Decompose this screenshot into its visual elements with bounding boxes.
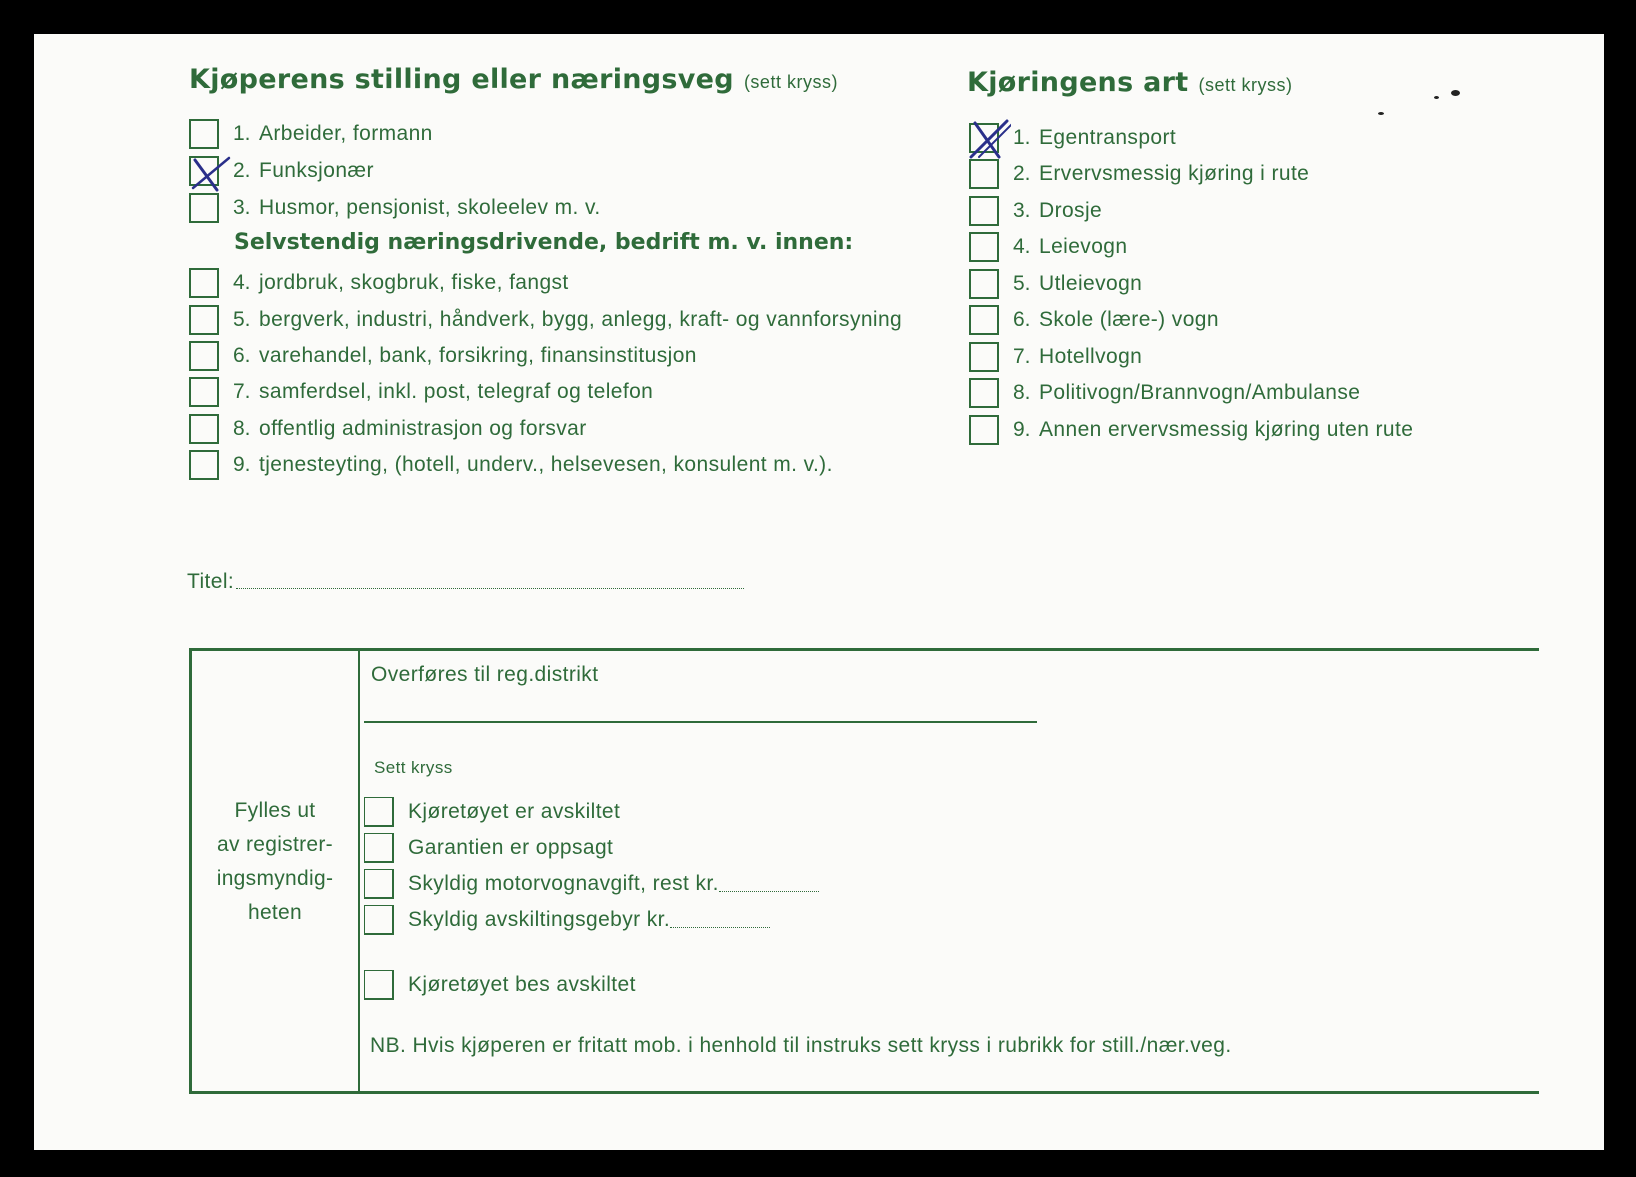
option-number: 8. [233, 417, 251, 440]
checkbox-garantien[interactable] [364, 833, 394, 863]
checkbox-politivogn[interactable] [969, 378, 999, 408]
title-label: Titel: [187, 570, 235, 593]
option-label: Annen ervervsmessig kjøring uten rute [1039, 418, 1414, 441]
checkbox-offentlig[interactable] [189, 414, 219, 444]
checkbox-skolevogn[interactable] [969, 305, 999, 335]
option-number: 3. [1013, 199, 1031, 222]
option-label: Skole (lære-) vogn [1039, 308, 1219, 331]
option-label: Leievogn [1039, 235, 1128, 258]
option-number: 4. [233, 271, 251, 294]
option-number: 7. [233, 380, 251, 403]
option-number: 5. [1013, 272, 1031, 295]
option-label: Husmor, pensjonist, skoleelev m. v. [259, 196, 601, 219]
sett-kryss-label: Sett kryss [374, 758, 453, 777]
pen-cross-mark [187, 150, 231, 194]
option-number: 3. [233, 196, 251, 219]
checkbox-avskiltet[interactable] [364, 797, 394, 827]
check-label: Skyldig avskiltingsgebyr kr. [408, 908, 671, 931]
left-option-7[interactable] [189, 376, 653, 408]
option-label: jordbruk, skogbruk, fiske, fangst [259, 271, 569, 294]
registry-check-3[interactable] [364, 868, 819, 900]
checkbox-bes-avskiltet[interactable] [364, 970, 394, 1000]
option-label: Hotellvogn [1039, 345, 1143, 368]
option-label: tjenesteyting, (hotell, underv., helsevesen, konsulent m. v.). [259, 453, 833, 476]
option-label: Ervervsmessig kjøring i rute [1039, 162, 1310, 185]
right-title-note: (sett kryss) [1198, 75, 1293, 95]
left-option-5[interactable] [189, 304, 902, 336]
pen-cross-mark [967, 117, 1011, 161]
right-option-7[interactable] [969, 341, 1142, 373]
side-line: av registrer- [217, 833, 333, 856]
left-option-8[interactable] [189, 413, 587, 445]
transfer-district-line[interactable] [364, 721, 1037, 723]
left-option-2[interactable] [189, 155, 374, 187]
checkbox-arbeider[interactable] [189, 119, 219, 149]
checkbox-egentransport[interactable] [969, 123, 999, 153]
option-number: 9. [233, 453, 251, 476]
option-number: 4. [1013, 235, 1031, 258]
ink-speck [1378, 112, 1384, 115]
left-title-note: (sett kryss) [743, 72, 838, 92]
option-number: 6. [1013, 308, 1031, 331]
check-label: Skyldig motorvognavgift, rest kr. [408, 872, 719, 895]
box-bottom-border [189, 1091, 1539, 1094]
option-number: 5. [233, 308, 251, 331]
left-option-4[interactable] [189, 267, 569, 299]
option-label: bergverk, industri, håndverk, bygg, anlegg, kraft- og vannforsyning [259, 308, 903, 331]
option-number: 2. [1013, 162, 1031, 185]
ink-speck [1451, 90, 1460, 96]
right-option-8[interactable] [969, 377, 1360, 409]
left-option-1[interactable] [189, 118, 433, 150]
checkbox-drosje[interactable] [969, 196, 999, 226]
side-line: ingsmyndig- [216, 867, 334, 890]
option-label: varehandel, bank, forsikring, finansinstitusjon [259, 344, 697, 367]
option-label: Funksjonær [259, 159, 374, 182]
option-number: 2. [233, 159, 251, 182]
checkbox-samferdsel[interactable] [189, 377, 219, 407]
right-option-2[interactable] [969, 158, 1309, 190]
nb-note: NB. Hvis kjøperen er fritatt mob. i henhold til instruks sett kryss i rubrikk for still./nær.veg. [370, 1034, 1232, 1057]
registry-check-2[interactable] [364, 832, 613, 864]
option-label: Drosje [1039, 199, 1103, 222]
right-section-title [967, 67, 1293, 98]
title-dotted-line[interactable] [236, 588, 744, 589]
amount-dotted-line[interactable] [719, 891, 819, 892]
checkbox-varehandel[interactable] [189, 341, 219, 371]
option-number: 9. [1013, 418, 1031, 441]
right-option-9[interactable] [969, 414, 1413, 446]
option-label: samferdsel, inkl. post, telegraf og telefon [259, 380, 654, 403]
title-field[interactable] [187, 570, 744, 594]
self-employed-subheading: Selvstendig næringsdrivende, bedrift m. v. innen: [234, 230, 854, 255]
left-option-9[interactable] [189, 449, 833, 481]
checkbox-husmor[interactable] [189, 193, 219, 223]
right-option-3[interactable] [969, 195, 1102, 227]
option-number: 8. [1013, 381, 1031, 404]
side-line: Fylles ut [234, 799, 316, 822]
checkbox-tjenesteyting[interactable] [189, 450, 219, 480]
option-number: 1. [233, 122, 251, 145]
checkbox-jordbruk[interactable] [189, 268, 219, 298]
option-number: 7. [1013, 345, 1031, 368]
option-label: Egentransport [1039, 126, 1177, 149]
check-label: Kjøretøyet er avskiltet [408, 800, 621, 823]
checkbox-hotellvogn[interactable] [969, 342, 999, 372]
ink-speck [1434, 96, 1439, 99]
registry-check-bes[interactable] [364, 969, 636, 1001]
left-section-title [189, 64, 838, 95]
amount-dotted-line[interactable] [670, 927, 770, 928]
checkbox-avskiltingsgebyr[interactable] [364, 905, 394, 935]
box-left-border [189, 648, 192, 1094]
checkbox-bergverk[interactable] [189, 305, 219, 335]
checkbox-annen[interactable] [969, 415, 999, 445]
transfer-district-label: Overføres til reg.distrikt [371, 663, 599, 686]
right-title-text: Kjøringens art [967, 67, 1189, 98]
left-title-text: Kjøperens stilling eller næringsveg [189, 64, 734, 95]
option-number: 6. [233, 344, 251, 367]
registry-side-label [194, 794, 356, 930]
left-option-3[interactable] [189, 192, 601, 224]
right-option-5[interactable] [969, 268, 1142, 300]
left-option-6[interactable] [189, 340, 697, 372]
side-line: heten [247, 901, 303, 924]
form-card [34, 34, 1604, 1150]
option-label: offentlig administrasjon og forsvar [259, 417, 587, 440]
option-number: 1. [1013, 126, 1031, 149]
registry-check-4[interactable] [364, 904, 770, 936]
registry-check-1[interactable] [364, 796, 620, 828]
checkbox-motorvognavgift[interactable] [364, 869, 394, 899]
checkbox-rute[interactable] [969, 159, 999, 189]
checkbox-leievogn[interactable] [969, 232, 999, 262]
option-label: Arbeider, formann [259, 122, 433, 145]
checkbox-utleievogn[interactable] [969, 269, 999, 299]
box-divider [358, 648, 360, 1094]
check-label: Garantien er oppsagt [408, 836, 614, 859]
check-label: Kjøretøyet bes avskiltet [408, 973, 636, 996]
right-option-1[interactable] [969, 122, 1176, 154]
box-top-border [189, 648, 1539, 651]
checkbox-funksjonaer[interactable] [189, 156, 219, 186]
option-label: Utleievogn [1039, 272, 1143, 295]
right-option-6[interactable] [969, 304, 1219, 336]
option-label: Politivogn/Brannvogn/Ambulanse [1039, 381, 1361, 404]
right-option-4[interactable] [969, 231, 1127, 263]
